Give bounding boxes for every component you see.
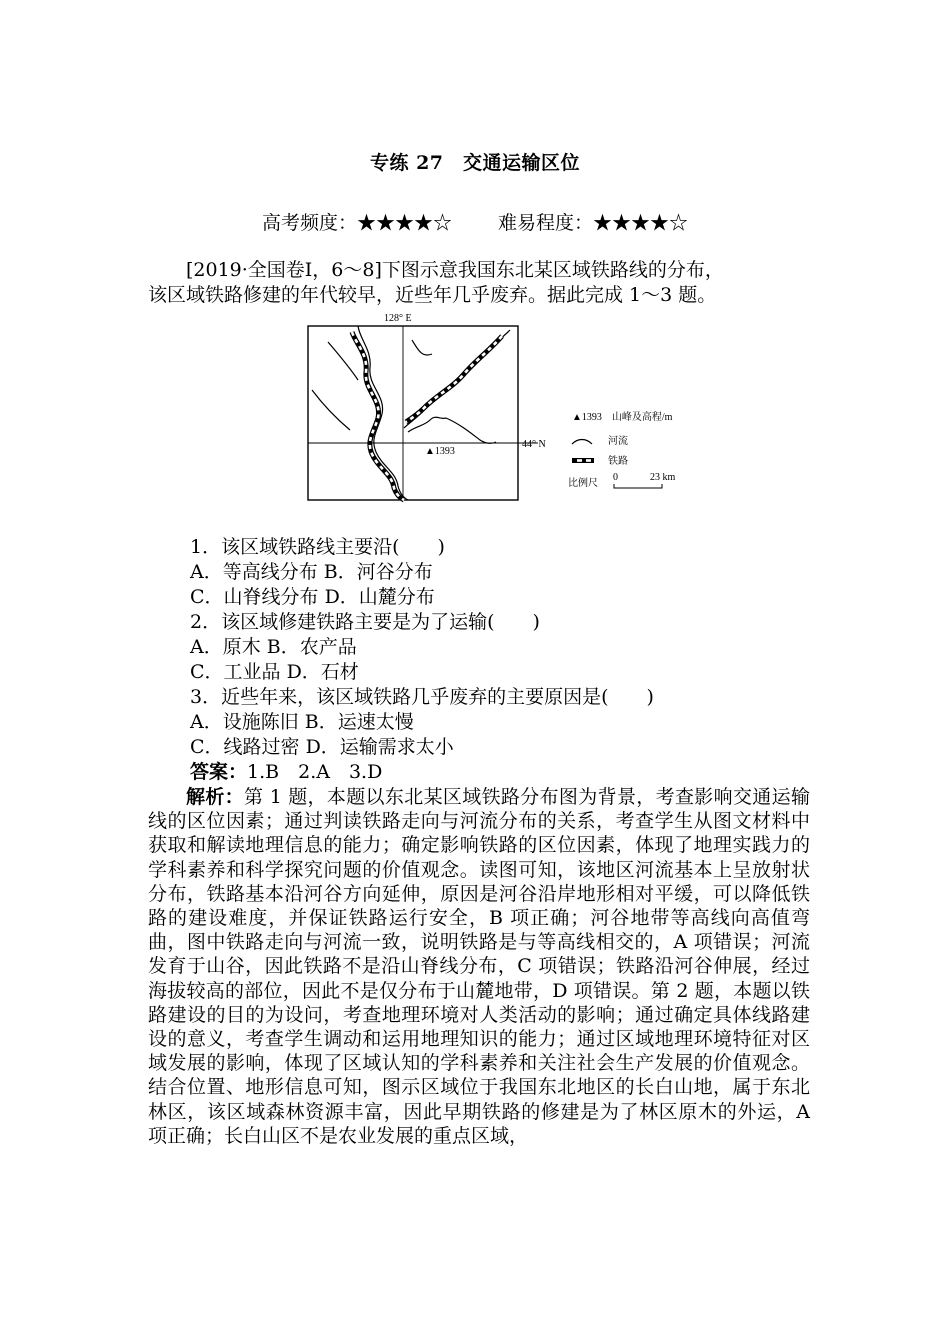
map-legend bbox=[568, 410, 676, 489]
question-stem: 3．近些年来，该区域铁路几乎废弃的主要原因是( ) bbox=[190, 686, 654, 708]
analysis-label: 解析： bbox=[186, 786, 245, 808]
railway-map bbox=[300, 310, 700, 510]
answer-label: 答案： bbox=[190, 761, 248, 783]
latitude-label: 44° N bbox=[522, 439, 546, 450]
legend-river-symbol bbox=[572, 440, 592, 445]
difficulty-level: 难易程度：★★★★☆ bbox=[498, 212, 689, 234]
legend-river: 河流 bbox=[608, 436, 628, 447]
river-west bbox=[312, 390, 350, 430]
answer-text: 1.B 2.A 3.D bbox=[247, 761, 383, 783]
question-stem: 2．该区域修建铁路主要是为了运输( ) bbox=[190, 611, 540, 633]
legend-railway-dash bbox=[586, 459, 591, 462]
railway-northeast-outline bbox=[406, 336, 502, 422]
question-intro bbox=[148, 258, 808, 308]
scale-bar bbox=[614, 484, 662, 488]
longitude-label: 128° E bbox=[384, 313, 412, 324]
railway-main-dash bbox=[352, 332, 404, 500]
legend-scale: 比例尺 bbox=[568, 478, 598, 489]
peak-label: ▲1393 bbox=[425, 446, 455, 457]
question-stem: 1．该区域铁路线主要沿( ) bbox=[190, 536, 445, 558]
question-list bbox=[190, 535, 654, 785]
rivers bbox=[312, 326, 510, 500]
scale-end: 23 km bbox=[650, 472, 676, 483]
railways bbox=[352, 332, 502, 500]
answer-line bbox=[190, 760, 654, 785]
river-main bbox=[358, 326, 408, 500]
legend-peak: ▲1393 山峰及高程/m bbox=[572, 412, 673, 423]
intro-line-1: [2019·全国卷Ⅰ，6～8]下图示意我国东北某区域铁路线的分布， bbox=[186, 259, 724, 281]
analysis-block bbox=[148, 785, 810, 1148]
exam-frequency: 高考频度：★★★★☆ bbox=[261, 212, 452, 234]
intro-line-2: 该区域铁路修建的年代较早，近些年几乎废弃。据此完成 1～3 题。 bbox=[148, 284, 717, 306]
question-options: A．原木 B．农产品 bbox=[190, 636, 357, 658]
page-title: 专练 27 交通运输区位 bbox=[369, 152, 581, 174]
legend-railway: 铁路 bbox=[608, 456, 628, 467]
scale-zero: 0 bbox=[613, 472, 618, 483]
rating-line bbox=[0, 208, 950, 235]
river-north bbox=[412, 340, 432, 355]
question-options: C．山脊线分布 D．山麓分布 bbox=[190, 586, 435, 608]
river-northwest bbox=[328, 342, 358, 380]
question-options: A．等高线分布 B．河谷分布 bbox=[190, 561, 433, 583]
legend-railway-dash bbox=[577, 459, 582, 462]
question-options: A．设施陈旧 B．运速太慢 bbox=[190, 711, 414, 733]
question-options: C．线路过密 D．运输需求太小 bbox=[190, 736, 454, 758]
river-east bbox=[446, 418, 496, 443]
question-options: C．工业品 D．石材 bbox=[190, 661, 359, 683]
analysis-text: 第 1 题，本题以东北某区域铁路分布图为背景，考查影响交通运输线的区位因素；通过判读铁路走向与河流分布的关系，考查学生从图文材料中获取和解读地理信息的能力；确定影响铁路的区位因素，体现了地理实践力的学科素养和科学探究问题的价值观念。读图可知，该地区河流基本上呈放射状分布，铁路基本沿河谷方向延伸，原因是河谷沿岸地形相对平缓，可以降低铁路的建设难度，并保证铁路运行安全，B 项正确；河谷地带等高线向高值弯曲，图中铁路走向与河流一致，说明铁路是与等高线相交的，A 项错误；河流发育于山谷，因此铁路不是沿山脊线分布，C 项错误；铁路沿河谷伸展，经过海拔较高的部位，因此不是仅分布于山麓地带，D 项错误。第 2 题，本题以铁路建设的目的为设问，考查地理环境对人类活动的影响；通过确定具体线路建设的意义，考查学生调动和运用地理知识的能力；通过区域地理环境特征对区域发展的影响，体现了区域认知的学科素养和关注社会生产发展的价值观念。结合位置、地形信息可知，图示区域位于我国东北地区的长白山地，属于东北林区，该区域森林资源丰富，因此早期铁路的修建是为了林区原木的外运，A 项正确；长白山区不是农业发展的重点区域， bbox=[148, 786, 810, 1147]
